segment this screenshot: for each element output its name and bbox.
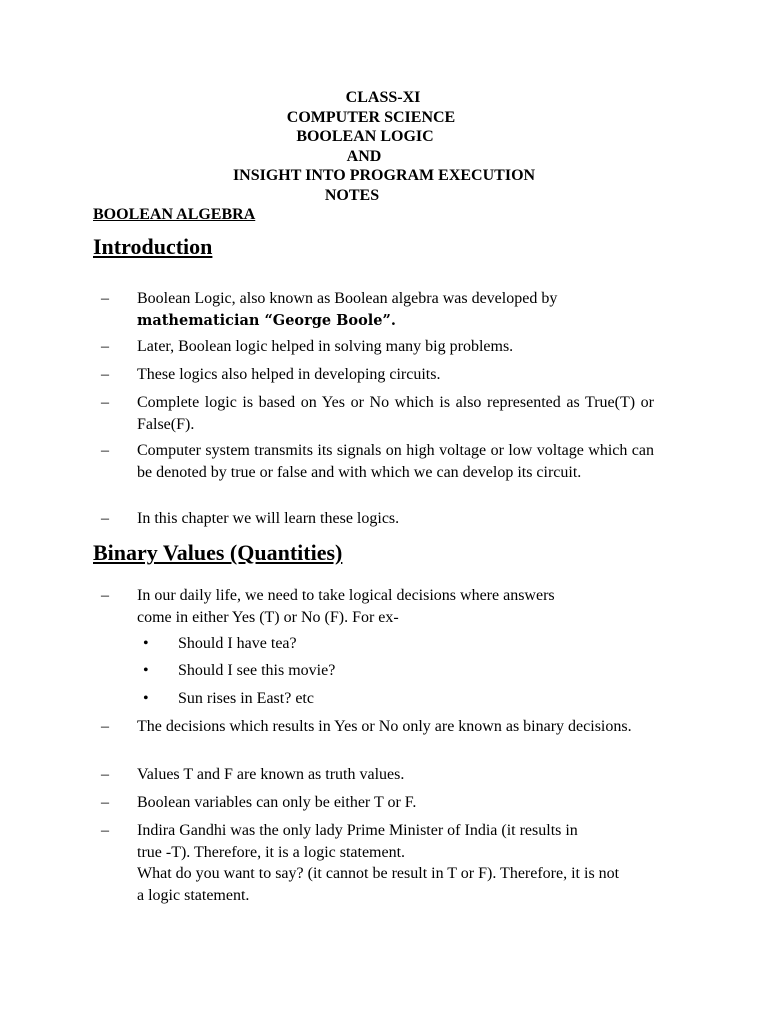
header-line: COMPUTER SCIENCE [286,108,456,126]
list-item-text: Later, Boolean logic helped in solving many big problems. [137,338,514,355]
list-marker: – [101,822,109,839]
list-item-text: Indira Gandhi was the only lady Prime Minister of India (it results in [137,822,578,839]
list-item-text: Boolean Logic, also known as Boolean algebra was developed by [137,290,558,307]
list-item-text: These logics also helped in developing circuits. [137,366,441,383]
list-item-text: come in either Yes (T) or No (F). For ex- [137,608,399,626]
list-item-text: mathematician “George Boole”. [137,311,396,329]
list-marker: – [101,718,109,735]
list-item-text: Values T and F are known as truth values. [137,766,405,783]
list-marker: – [101,794,109,811]
list-marker: – [101,394,109,411]
list-item-text: In our daily life, we need to take logical decisions where answers [137,587,555,604]
bullet-marker: • [143,662,149,679]
topic-title: BOOLEAN ALGEBRA [93,206,256,223]
list-item-text: In this chapter we will learn these logics. [137,510,400,527]
header-line: INSIGHT INTO PROGRAM EXECUTION [232,167,536,185]
bullet-marker: • [143,635,149,652]
header-line: AND [346,147,382,165]
list-item-text: The decisions which results in Yes or No only are known as binary decisions. [137,718,632,735]
document-header [0,88,768,206]
header-line: NOTES [324,186,380,204]
list-item-text: Boolean variables can only be either T or F. [137,794,417,811]
list-marker: – [101,338,109,355]
bullet-marker: • [143,690,149,707]
list-item-text: Complete logic is based on Yes or No which is also represented as True(T) or False(F). [137,394,654,433]
bullet-text: Should I have tea? [178,635,297,652]
list-item-text: a logic statement. [137,886,250,904]
list-item-text: Computer system transmits its signals on high voltage or low voltage which can be denoted by true or false and with which we can develop its circuit. [137,442,654,481]
list-marker: – [101,766,109,783]
bullet-text: Should I see this movie? [178,662,336,679]
list-marker: – [101,587,109,604]
header-line: BOOLEAN LOGIC [296,128,434,146]
list-marker: – [101,290,109,307]
list-marker: – [101,510,109,527]
list-marker: – [101,366,109,383]
bullet-text: Sun rises in East? etc [178,690,314,707]
section-heading-binary-values: Binary Values (Quantities) [93,540,343,565]
list-marker: – [101,442,109,459]
section-heading-introduction: Introduction [93,234,213,259]
list-item-text: true -T). Therefore, it is a logic statement. [137,843,406,861]
list-item-text: What do you want to say? (it cannot be result in T or F). Therefore, it is not [137,865,620,882]
header-line: CLASS-XI [345,89,421,106]
